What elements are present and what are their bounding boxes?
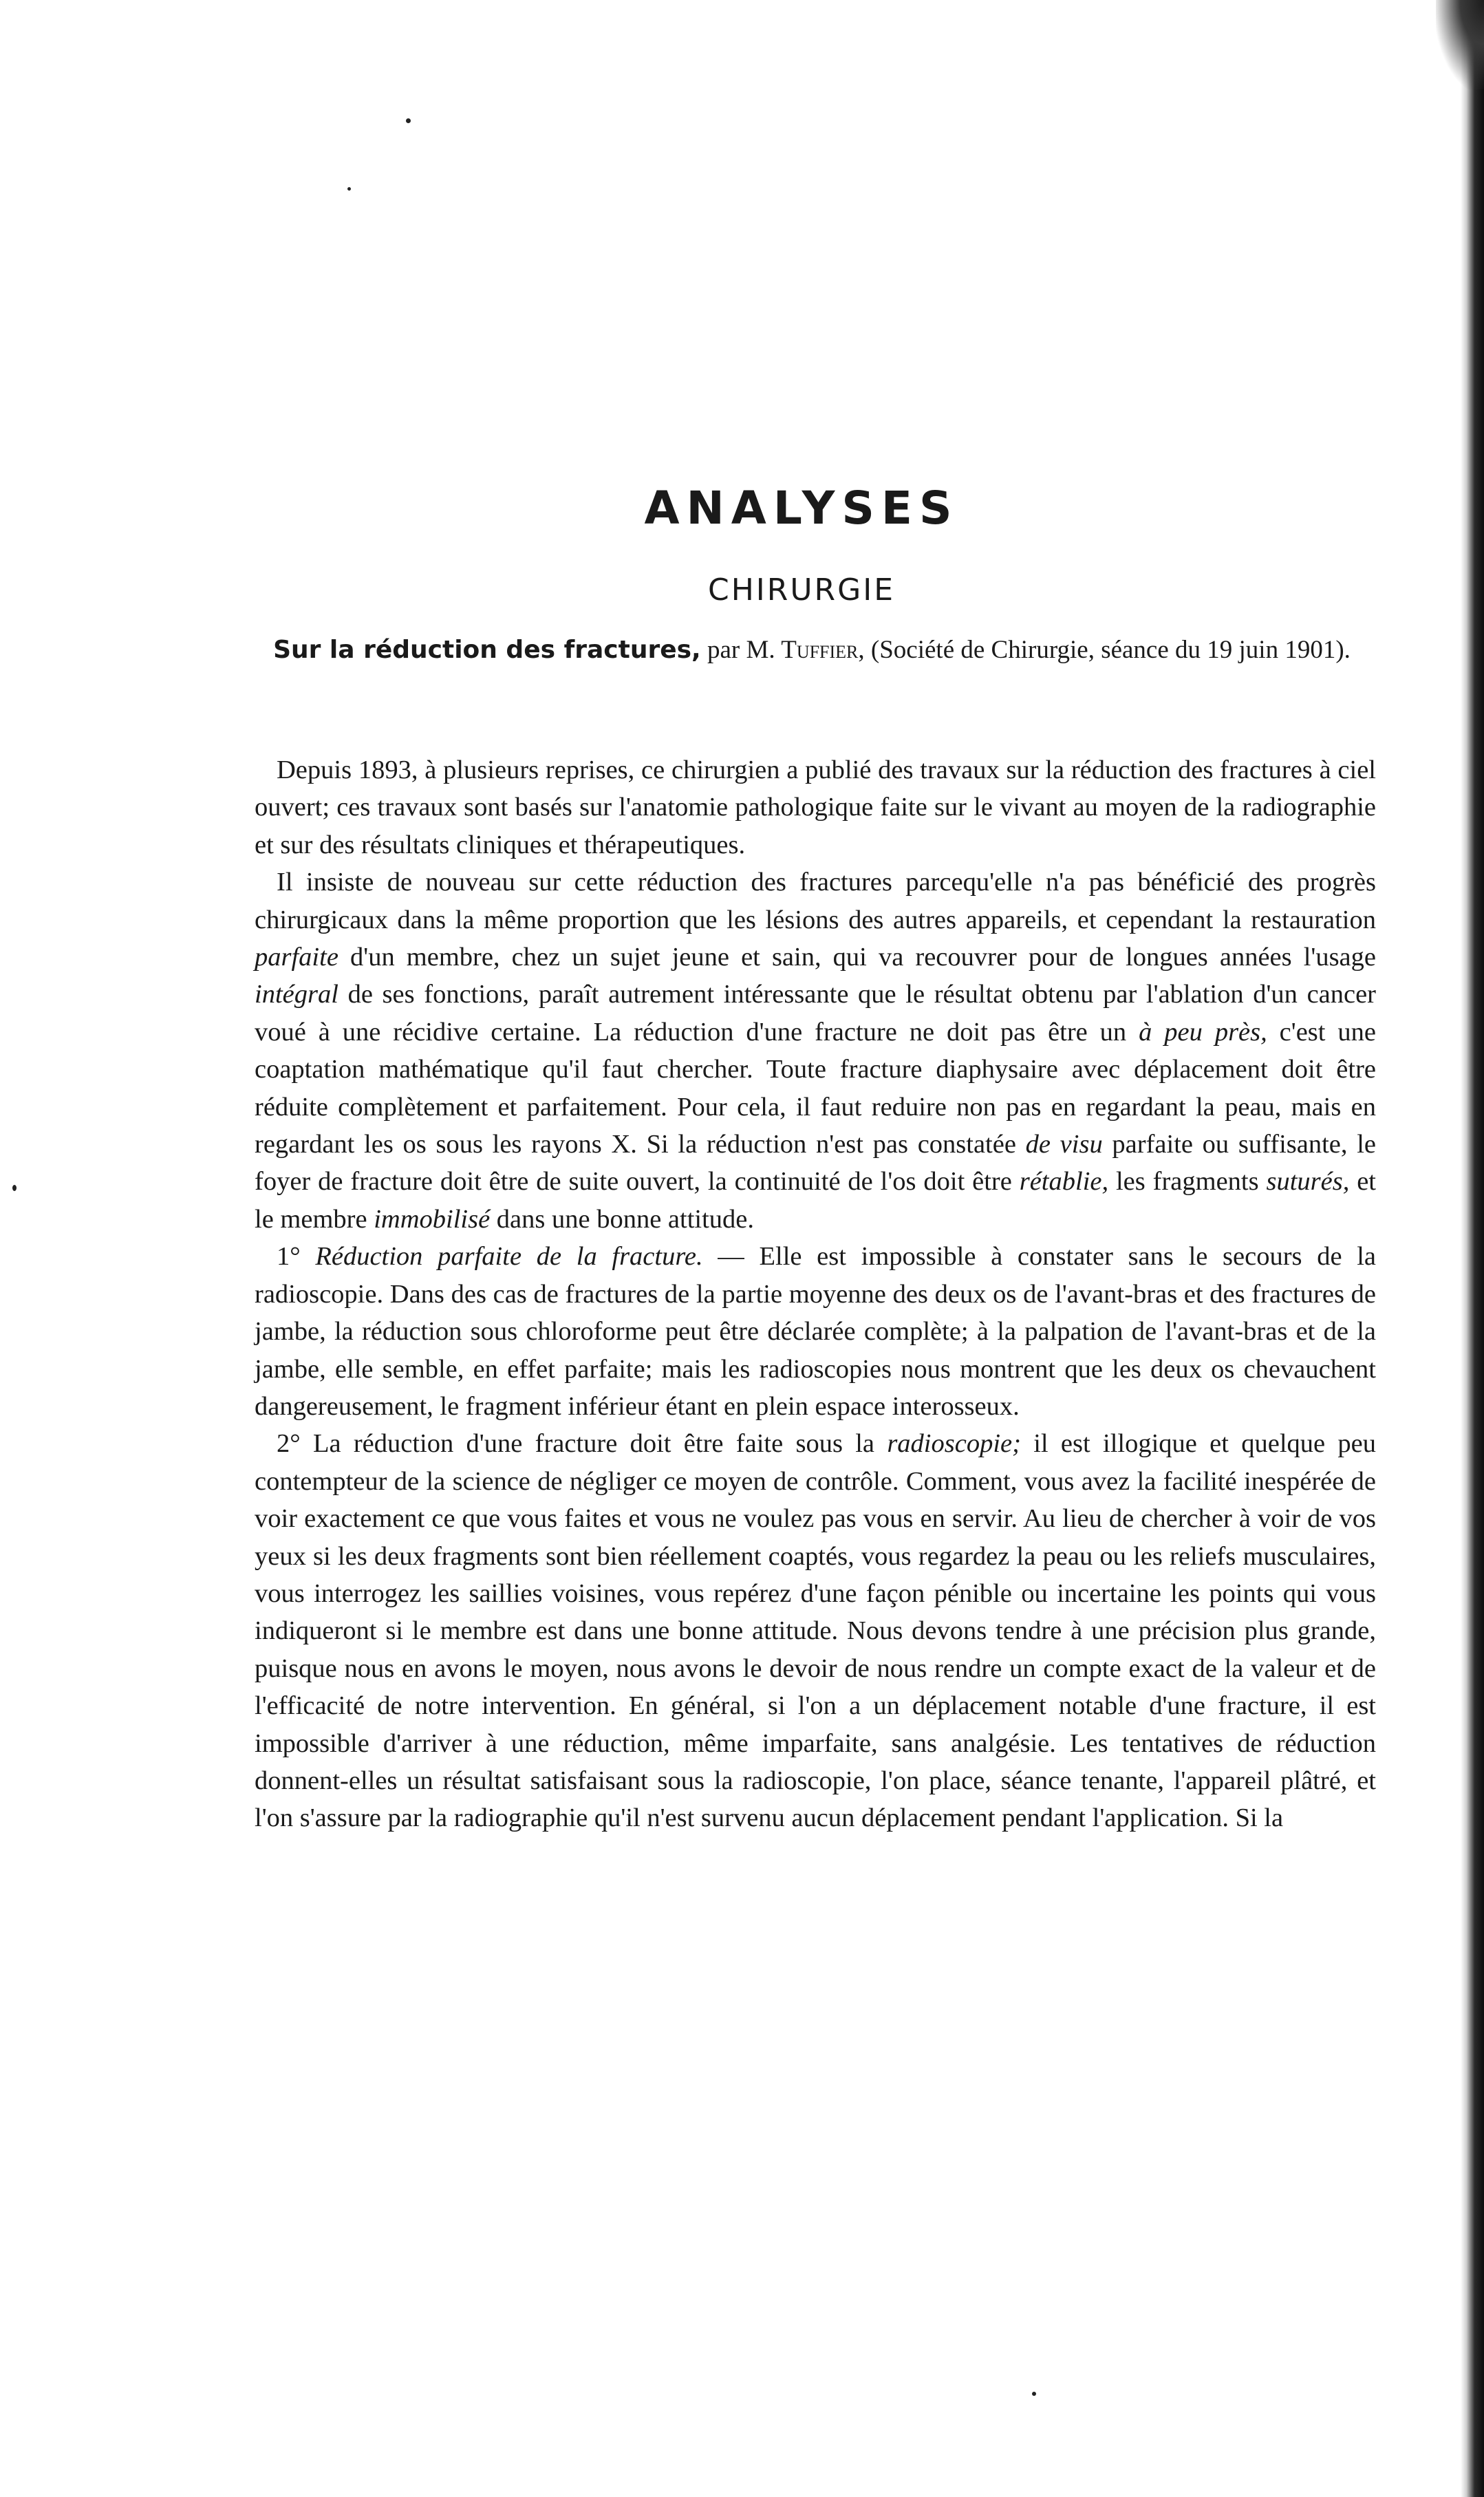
paragraph-3: 1° Réduction parfaite de la fracture. — Elle est impossible à constater sans le secours de la radioscopie. Dans des cas de fractures de la partie moyenne des deux os de l'avant-bras et des fractures de jambe, la réduction sous chloroforme peut être déclarée complète; à la palpation de l'avant-bras et de la jambe, elle semble, en effet parfaite; mais les radioscopies nous montrent que les deux os chevauchent dangereusement, le fragment inférieur étant en plein espace interosseux. xyxy=(255,1242,1376,1421)
paragraph-2: Il insiste de nouveau sur cette réduction des fractures parcequ'elle n'a pas bénéficié des progrès chirurgicaux dans la même proportion que les lésions des autres appareils, et cependant la restauration parfaite d'un membre, chez un sujet jeune et sain, qui va recouvrer pour de longues années l'usage intégral de ses fonctions, paraît autrement intéressante que le résultat obtenu par l'ablation d'un cancer voué à une récidive certaine. La réduction d'une fracture ne doit pas être un à peu près, c'est une coaptation mathématique qu'il faut chercher. Toute fracture diaphysaire avec déplacement doit être réduite complètement et parfaitement. Pour cela, il faut reduire non pas en regardant la peau, mais en regardant les os sous les rayons X. Si la réduction n'est pas constatée de visu parfaite ou suffisante, le foyer de fracture doit être de suite ouvert, la continuité de l'os doit être rétablie, les fragments suturés, et le membre immobilisé dans une bonne attitude. xyxy=(255,868,1376,1234)
article-by: par xyxy=(707,636,740,664)
paragraph-1: Depuis 1893, à plusieurs reprises, ce chirurgien a publié des travaux sur la réduction des fractures à ciel ouvert; ces travaux sont basés sur l'anatomie pathologique faite sur le vivant au moyen de la radiographie et sur des résultats cliniques et thérapeutiques. xyxy=(255,755,1376,859)
ink-speck xyxy=(406,118,411,123)
ink-speck xyxy=(12,1185,17,1191)
ink-speck xyxy=(1032,2392,1036,2396)
section-heading: CHIRURGIE xyxy=(707,572,895,608)
article-heading xyxy=(244,632,1379,669)
item-number: 2° xyxy=(277,1429,301,1459)
article-author: M. Tuffier, xyxy=(746,636,865,664)
item-number: 1° xyxy=(277,1242,301,1272)
item-heading: Réduction parfaite de la fracture. xyxy=(315,1242,703,1272)
ink-speck xyxy=(347,187,351,191)
page-title: ANALYSES xyxy=(644,482,959,535)
article-title: Sur la réduction des fractures, xyxy=(273,636,701,664)
article-source: (Société de Chirurgie, séance du 19 juin 1901). xyxy=(870,636,1351,664)
corner-stain xyxy=(1436,0,1484,89)
book-spine-shadow xyxy=(1461,0,1484,2497)
paragraph-4: 2° La réduction d'une fracture doit être faite sous la radioscopie; il est illogique et quelque peu contempteur de la science de négliger ce moyen de contrôle. Comment, vous avez la facilité inespérée de voir exactement ce que vous faites et vous ne voulez pas vous en servir. Au lieu de chercher à voir de vos yeux si les deux fragments sont bien réellement coaptés, vous regardez la peau ou les reliefs musculaires, vous interrogez les saillies voisines, vous repérez d'une façon pénible ou incertaine les points qui vous indiqueront si le membre est dans une bonne attitude. Nous devons tendre à une précision plus grande, puisque nous en avons le moyen, nous avons le devoir de nous rendre un compte exact de la valeur et de l'efficacité de notre intervention. En général, si l'on a un déplacement notable d'une fracture, il est impossible d'arriver à une réduction, même imparfaite, sans analgésie. Les tentatives de réduction donnent-elles un résultat satisfaisant sous la radioscopie, l'on place, séance tenante, l'appareil plâtré, et l'on s'assure par la radiographie qu'il n'est survenu aucun déplacement pendant l'application. Si la xyxy=(255,1429,1377,1833)
article-body xyxy=(255,751,1376,1837)
